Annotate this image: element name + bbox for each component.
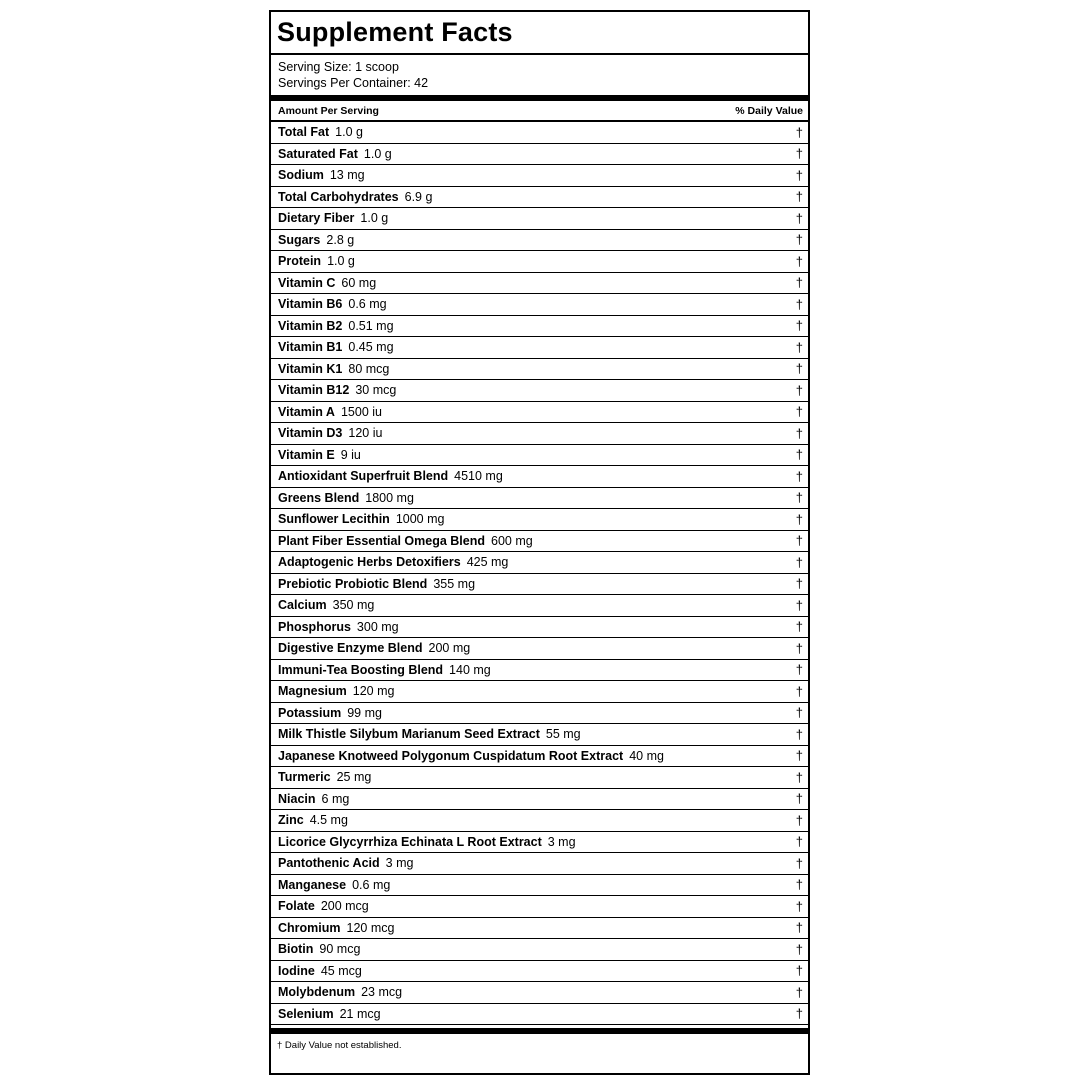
nutrient-name: Digestive Enzyme Blend — [278, 641, 423, 656]
nutrient-name: Protein — [278, 254, 322, 269]
nutrient-name: Vitamin A — [278, 404, 335, 419]
nutrient-row — [271, 703, 808, 725]
nutrient-amount: 55 mg — [545, 727, 581, 742]
nutrient-name: Calcium — [278, 598, 327, 613]
nutrient-amount: 6.9 g — [404, 189, 433, 204]
daily-value-dagger: † — [795, 920, 803, 936]
daily-value-dagger: † — [795, 124, 803, 140]
nutrient-row — [271, 810, 808, 832]
nutrient-name: Vitamin B12 — [278, 383, 350, 398]
nutrient-amount: 25 mg — [336, 770, 372, 785]
nutrient-label — [278, 856, 413, 870]
nutrient-label — [278, 792, 349, 806]
nutrient-name: Dietary Fiber — [278, 211, 355, 226]
column-header — [271, 101, 808, 122]
nutrient-label — [278, 147, 392, 161]
nutrient-label — [278, 1007, 381, 1021]
nutrient-amount: 80 mcg — [348, 361, 390, 376]
nutrient-amount: 1.0 g — [363, 146, 392, 161]
nutrient-row — [271, 423, 808, 445]
daily-value-dagger: † — [795, 511, 803, 527]
nutrient-label — [278, 577, 475, 591]
nutrient-label — [278, 921, 394, 935]
nutrient-name: Biotin — [278, 942, 314, 957]
nutrient-name: Vitamin B6 — [278, 297, 343, 312]
nutrient-label — [278, 878, 390, 892]
daily-value-dagger: † — [795, 877, 803, 893]
nutrient-row — [271, 918, 808, 940]
daily-value-dagger: † — [795, 554, 803, 570]
nutrient-amount: 1.0 g — [360, 211, 389, 226]
nutrient-name: Vitamin D3 — [278, 426, 343, 441]
nutrient-name: Zinc — [278, 813, 304, 828]
daily-value-dagger: † — [795, 296, 803, 312]
daily-value-dagger: † — [795, 210, 803, 226]
daily-value-dagger: † — [795, 898, 803, 914]
nutrient-row — [271, 380, 808, 402]
nutrient-label — [278, 964, 362, 978]
nutrient-row — [271, 122, 808, 144]
daily-value-dagger: † — [795, 468, 803, 484]
nutrient-name: Pantothenic Acid — [278, 856, 380, 871]
nutrient-label — [278, 835, 576, 849]
supplement-facts-label — [269, 10, 810, 1075]
daily-value-dagger: † — [795, 253, 803, 269]
nutrient-amount: 1.0 g — [327, 254, 355, 269]
nutrient-label — [278, 362, 389, 376]
daily-value-dagger: † — [795, 769, 803, 785]
nutrient-name: Saturated Fat — [278, 146, 358, 161]
nutrient-amount: 0.6 mg — [352, 877, 391, 892]
nutrient-amount: 120 mg — [352, 684, 395, 699]
nutrient-row — [271, 595, 808, 617]
nutrient-row — [271, 488, 808, 510]
nutrient-row — [271, 144, 808, 166]
serving-info — [271, 55, 808, 95]
nutrient-amount: 40 mg — [629, 748, 664, 763]
daily-value-dagger: † — [795, 963, 803, 979]
nutrient-name: Selenium — [278, 1006, 334, 1021]
daily-value-dagger: † — [795, 705, 803, 721]
daily-value-dagger: † — [795, 447, 803, 463]
nutrient-row — [271, 316, 808, 338]
nutrient-row — [271, 767, 808, 789]
nutrient-row — [271, 230, 808, 252]
nutrient-row — [271, 359, 808, 381]
nutrient-label — [278, 340, 394, 354]
nutrient-label — [278, 620, 399, 634]
nutrient-label — [278, 684, 394, 698]
nutrient-name: Sodium — [278, 168, 324, 183]
nutrient-amount: 3 mg — [547, 834, 576, 849]
daily-value-dagger: † — [795, 361, 803, 377]
nutrient-amount: 13 mg — [329, 168, 365, 183]
daily-value-dagger: † — [795, 490, 803, 506]
nutrient-row — [271, 402, 808, 424]
nutrient-row — [271, 660, 808, 682]
nutrient-name: Turmeric — [278, 770, 331, 785]
daily-value-dagger: † — [795, 232, 803, 248]
nutrient-amount: 99 mg — [347, 705, 382, 720]
daily-value-dagger: † — [795, 984, 803, 1000]
daily-value-dagger: † — [795, 339, 803, 355]
nutrient-label — [278, 125, 363, 139]
nutrient-label — [278, 168, 365, 182]
daily-value-dagger: † — [795, 189, 803, 205]
nutrient-label — [278, 555, 508, 569]
nutrient-amount: 355 mg — [433, 576, 476, 591]
daily-value-dagger: † — [795, 146, 803, 162]
nutrient-amount: 0.45 mg — [348, 340, 394, 355]
nutrient-label — [278, 211, 388, 225]
nutrient-label — [278, 491, 414, 505]
nutrient-amount: 1000 mg — [395, 512, 445, 527]
nutrient-name: Sugars — [278, 232, 321, 247]
nutrient-label — [278, 534, 533, 548]
daily-value-dagger: † — [795, 834, 803, 850]
nutrient-label — [278, 598, 374, 612]
nutrient-amount: 45 mcg — [320, 963, 362, 978]
nutrient-amount: 300 mg — [356, 619, 399, 634]
daily-value-dagger: † — [795, 576, 803, 592]
nutrient-name: Magnesium — [278, 684, 347, 699]
nutrient-name: Sunflower Lecithin — [278, 512, 390, 527]
nutrient-row — [271, 466, 808, 488]
nutrient-row — [271, 273, 808, 295]
nutrient-amount: 600 mg — [491, 533, 533, 548]
nutrient-label — [278, 297, 387, 311]
daily-value-dagger: † — [795, 683, 803, 699]
nutrient-amount: 1800 mg — [365, 490, 414, 505]
daily-value-dagger: † — [795, 382, 803, 398]
nutrient-row — [271, 939, 808, 961]
daily-value-dagger: † — [795, 425, 803, 441]
daily-value-dagger: † — [795, 748, 803, 764]
nutrient-label — [278, 942, 360, 956]
nutrient-name: Chromium — [278, 920, 341, 935]
nutrient-amount: 0.51 mg — [348, 318, 394, 333]
label-title: Supplement Facts — [271, 12, 808, 55]
nutrient-amount: 0.6 mg — [348, 297, 387, 312]
nutrient-label — [278, 641, 470, 655]
nutrient-label — [278, 749, 664, 763]
nutrient-row — [271, 337, 808, 359]
nutrient-row — [271, 875, 808, 897]
nutrient-label — [278, 276, 376, 290]
nutrient-name: Prebiotic Probiotic Blend — [278, 576, 428, 591]
daily-value-dagger: † — [795, 640, 803, 656]
nutrient-name: Molybdenum — [278, 985, 356, 1000]
nutrient-label — [278, 899, 369, 913]
serving-size: Serving Size: 1 scoop — [278, 60, 399, 74]
nutrient-amount: 9 iu — [340, 447, 361, 462]
nutrient-row — [271, 294, 808, 316]
daily-value-dagger: † — [795, 275, 803, 291]
nutrient-label — [278, 985, 402, 999]
nutrient-amount: 200 mcg — [320, 899, 369, 914]
nutrient-row — [271, 832, 808, 854]
daily-value-header: % Daily Value — [735, 104, 803, 117]
nutrient-amount: 23 mcg — [361, 985, 403, 1000]
nutrient-name: Total Carbohydrates — [278, 189, 399, 204]
nutrient-amount: 4510 mg — [454, 469, 503, 484]
nutrient-row — [271, 896, 808, 918]
nutrient-row — [271, 509, 808, 531]
nutrient-label — [278, 254, 355, 268]
nutrient-amount: 21 mcg — [339, 1006, 381, 1021]
nutrient-name: Potassium — [278, 705, 342, 720]
nutrient-name: Iodine — [278, 963, 315, 978]
daily-value-dagger: † — [795, 404, 803, 420]
nutrient-row — [271, 746, 808, 768]
nutrient-amount: 4.5 mg — [309, 813, 348, 828]
nutrient-row — [271, 638, 808, 660]
nutrient-amount: 60 mg — [341, 275, 377, 290]
daily-value-dagger: † — [795, 941, 803, 957]
nutrient-row — [271, 961, 808, 983]
nutrient-row — [271, 445, 808, 467]
nutrient-list — [271, 122, 808, 1025]
daily-value-dagger: † — [795, 812, 803, 828]
nutrient-label — [278, 706, 382, 720]
nutrient-row — [271, 165, 808, 187]
daily-value-dagger: † — [795, 619, 803, 635]
nutrient-row — [271, 681, 808, 703]
daily-value-dagger: † — [795, 855, 803, 871]
nutrient-name: Licorice Glycyrrhiza Echinata L Root Extract — [278, 834, 542, 849]
nutrient-name: Vitamin B2 — [278, 318, 343, 333]
nutrient-label — [278, 663, 491, 677]
nutrient-label — [278, 469, 503, 483]
nutrient-name: Vitamin B1 — [278, 340, 343, 355]
amount-per-serving-header: Amount Per Serving — [278, 104, 379, 117]
nutrient-amount: 1.0 g — [335, 125, 363, 140]
nutrient-name: Vitamin E — [278, 447, 335, 462]
nutrient-label — [278, 448, 361, 462]
nutrient-amount: 2.8 g — [326, 232, 355, 247]
nutrient-name: Adaptogenic Herbs Detoxifiers — [278, 555, 461, 570]
nutrient-name: Niacin — [278, 791, 316, 806]
nutrient-label — [278, 319, 394, 333]
daily-value-dagger: † — [795, 597, 803, 613]
nutrient-amount: 140 mg — [449, 662, 491, 677]
nutrient-label — [278, 405, 382, 419]
nutrient-label — [278, 190, 432, 204]
nutrient-row — [271, 853, 808, 875]
footnote: † Daily Value not established. — [277, 1040, 402, 1051]
daily-value-dagger: † — [795, 1006, 803, 1022]
nutrient-row — [271, 789, 808, 811]
nutrient-row — [271, 574, 808, 596]
nutrient-name: Antioxidant Superfruit Blend — [278, 469, 449, 484]
nutrient-name: Vitamin C — [278, 275, 336, 290]
daily-value-dagger: † — [795, 791, 803, 807]
nutrient-amount: 30 mcg — [355, 383, 397, 398]
nutrient-name: Phosphorus — [278, 619, 351, 634]
nutrient-amount: 425 mg — [466, 555, 509, 570]
daily-value-dagger: † — [795, 726, 803, 742]
nutrient-name: Vitamin K1 — [278, 361, 343, 376]
nutrient-row — [271, 617, 808, 639]
nutrient-amount: 200 mg — [428, 641, 471, 656]
nutrient-name: Total Fat — [278, 125, 330, 140]
nutrient-label — [278, 813, 348, 827]
daily-value-dagger: † — [795, 533, 803, 549]
daily-value-dagger: † — [795, 662, 803, 678]
nutrient-label — [278, 383, 396, 397]
nutrient-row — [271, 251, 808, 273]
daily-value-dagger: † — [795, 167, 803, 183]
nutrient-amount: 1500 iu — [340, 404, 382, 419]
nutrient-row — [271, 982, 808, 1004]
nutrient-amount: 120 mcg — [346, 920, 395, 935]
daily-value-dagger: † — [795, 318, 803, 334]
nutrient-amount: 90 mcg — [319, 942, 361, 957]
nutrient-row — [271, 1004, 808, 1026]
nutrient-amount: 350 mg — [332, 598, 375, 613]
nutrient-amount: 3 mg — [385, 856, 414, 871]
nutrient-label — [278, 426, 382, 440]
nutrient-label — [278, 727, 581, 741]
nutrient-label — [278, 512, 444, 526]
nutrient-name: Japanese Knotweed Polygonum Cuspidatum Root Extract — [278, 748, 624, 763]
nutrient-row — [271, 724, 808, 746]
nutrient-row — [271, 552, 808, 574]
nutrient-name: Immuni-Tea Boosting Blend — [278, 662, 444, 677]
nutrient-label — [278, 770, 371, 784]
nutrient-name: Greens Blend — [278, 490, 360, 505]
nutrient-amount: 120 iu — [348, 426, 383, 441]
nutrient-name: Plant Fiber Essential Omega Blend — [278, 533, 486, 548]
nutrient-label — [278, 233, 354, 247]
nutrient-name: Folate — [278, 899, 315, 914]
nutrient-amount: 6 mg — [321, 791, 350, 806]
servings-per-container: Servings Per Container: 42 — [278, 76, 429, 90]
nutrient-row — [271, 187, 808, 209]
nutrient-name: Manganese — [278, 877, 347, 892]
nutrient-name: Milk Thistle Silybum Marianum Seed Extract — [278, 727, 540, 742]
nutrient-row — [271, 208, 808, 230]
nutrient-row — [271, 531, 808, 553]
